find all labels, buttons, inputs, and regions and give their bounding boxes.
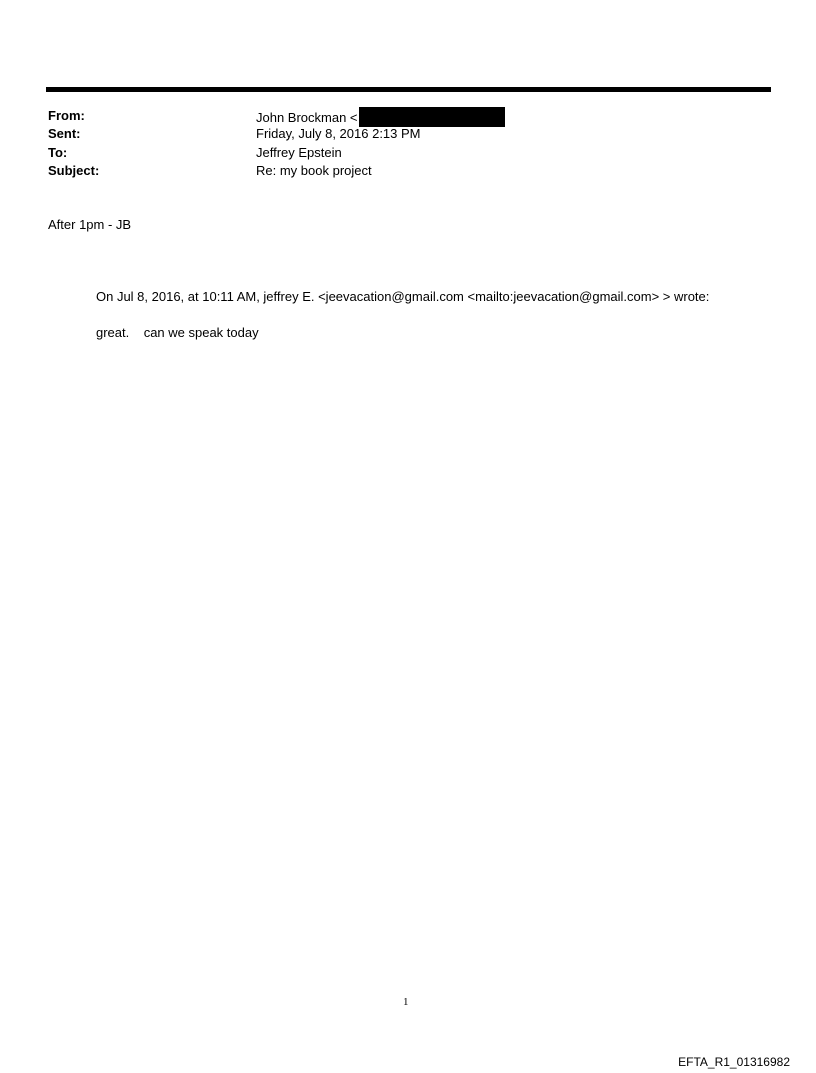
- page-number: 1: [403, 996, 409, 1008]
- sent-value: Friday, July 8, 2016 2:13 PM: [256, 126, 421, 141]
- from-value: [256, 107, 505, 127]
- subject-row: [48, 162, 768, 180]
- from-row: [48, 107, 768, 125]
- reply-text: After 1pm - JB: [48, 217, 132, 232]
- sent-row: [48, 125, 768, 143]
- subject-label: Subject:: [48, 163, 100, 178]
- from-name: John Brockman <: [256, 110, 358, 125]
- quoted-message: great. can we speak today: [96, 325, 259, 340]
- header-rule: [46, 87, 771, 92]
- subject-value: Re: my book project: [256, 163, 372, 178]
- sent-label: Sent:: [48, 126, 81, 141]
- from-label: From:: [48, 108, 85, 123]
- to-row: [48, 144, 768, 162]
- quoted-attribution: On Jul 8, 2016, at 10:11 AM, jeffrey E. <jeevacation@gmail.com <mailto:jeevacation@gmail.com> > wrote:: [96, 289, 710, 304]
- to-label: To:: [48, 145, 68, 160]
- bates-number: EFTA_R1_01316982: [678, 1055, 790, 1069]
- to-value: Jeffrey Epstein: [256, 145, 342, 160]
- redaction-block: [359, 107, 505, 127]
